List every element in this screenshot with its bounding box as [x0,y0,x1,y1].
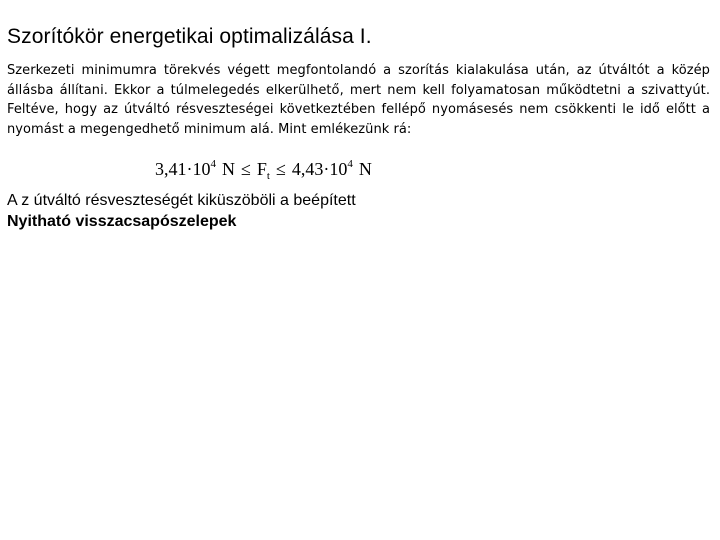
formula-lower-exponent: 4 [210,158,216,170]
formula-leq-2: ≤ [275,159,286,179]
statement-line: A z útváltó résveszteségét kiküszöböli a beépített [7,192,356,209]
formula-lower-value: 3,41·10 [155,159,211,179]
force-inequality-formula [155,158,372,180]
formula-variable: F [256,159,267,179]
formula-unit-1: N [222,159,235,179]
slide-title: Szorítókör energetikai optimalizálása I. [7,25,372,48]
statement-emphasis-line: Nyitható visszacsapószelepek [7,213,237,230]
body-paragraph: Szerkezeti minimumra törekvés végett megfontolandó a szorítás kialakulása után, az útváltót a közép állásba állítani. Ekkor a túlmelegedés elkerülhető, mert nem kell folyamatosan működtetni a szivattyút. Feltéve, hogy az útváltó résveszteségei következtében fellépő nyomásesés nem csökkenti le idő előtt a nyomást a megengedhető minimum alá. Mint emlékezünk rá: [7,63,710,137]
formula-unit-2: N [358,159,372,179]
formula-upper-value: 4,43·10 [291,159,348,179]
formula-leq-1: ≤ [241,159,251,179]
formula-variable-subscript: t [266,170,270,182]
formula-upper-exponent: 4 [347,158,353,170]
